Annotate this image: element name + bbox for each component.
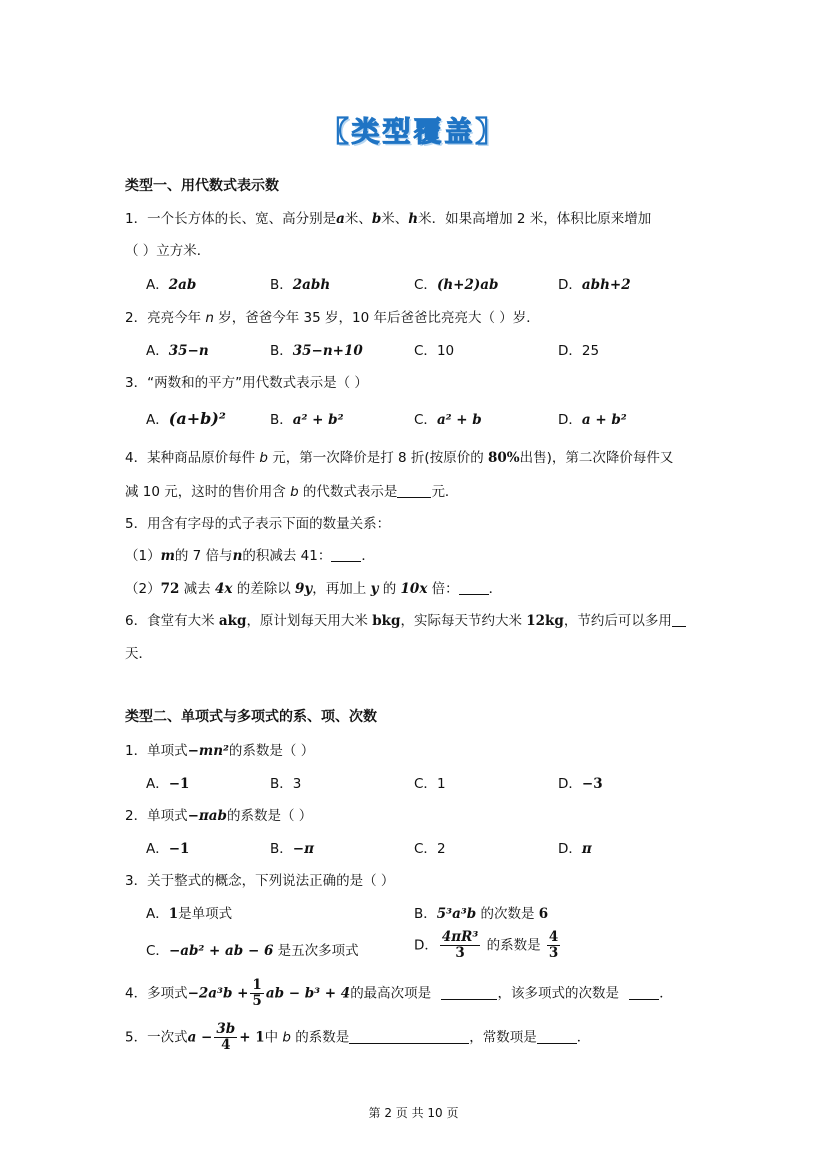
option-a: A．−1: [146, 776, 190, 792]
option-c: C．1: [414, 776, 446, 792]
option-d: D． $\frac{\text{4πR³}}{3}$ 的系数是 $\frac{4}{3}$: [414, 929, 559, 961]
question-1-2: 2．亮亮今年 n 岁，爸爸今年 35 岁，10 年后爸爸比亮亮大（ ）岁．: [125, 310, 540, 326]
option-d: D．a + b²: [558, 412, 627, 428]
question-2-4: 4．多项式−2a³b + $\frac{1}{5}$ ab − b³ + 4的最高次项是 ，该多项式的次数是 ．: [125, 977, 673, 1009]
question-1-6-cont: 天．: [125, 646, 152, 662]
option-a: A．1是单项式: [146, 906, 233, 922]
answer-blank[interactable]: [459, 581, 489, 595]
option-b: B．35−n+10: [270, 343, 363, 359]
option-d: D．−3: [558, 776, 603, 792]
option-d: D．abh+2: [558, 277, 631, 293]
answer-blank[interactable]: [537, 1030, 577, 1044]
question-1-4: 4．某种商品原价每件 b 元，第一次降价是打 8 折(按原价的 80%出售)，第二次降价每件又: [125, 450, 674, 466]
question-1-1: 1．一个长方体的长、宽、高分别是a米、b米、h米．如果高增加 2 米，体积比原来增加: [125, 211, 652, 227]
fraction: $\frac{\text{4πR³}}{3}$: [441, 929, 479, 961]
answer-blank[interactable]: [672, 613, 686, 627]
fraction: $\frac{3b}{4}$: [216, 1021, 236, 1053]
section-heading-1: 类型一、用代数式表示数: [125, 178, 279, 194]
option-a: A．(a+b)²: [146, 409, 226, 428]
question-2-2: 2．单项式−πab的系数是（ ）: [125, 808, 313, 824]
option-a: A．35−n: [146, 343, 209, 359]
question-1-3: 3．“两数和的平方”用代数式表示是（ ）: [125, 375, 368, 391]
option-a: A．−1: [146, 841, 190, 857]
option-d: D．25: [558, 343, 600, 359]
question-1-5: 5．用含有字母的式子表示下面的数量关系：: [125, 516, 391, 532]
option-c: C．−ab² + ab − 6 是五次多项式: [146, 943, 359, 959]
question-1-5-sub-2: （2）72 减去 4x 的差除以 9y，再加上 y 的 10x 倍： ．: [125, 581, 503, 597]
question-2-3: 3．关于整式的概念，下列说法正确的是（ ）: [125, 873, 395, 889]
option-a: A．2ab: [146, 277, 197, 293]
fraction: $\frac{4}{3}$: [548, 929, 559, 961]
option-c: C．a² + b: [414, 412, 482, 428]
option-b: B．3: [270, 776, 302, 792]
fraction: $\frac{1}{5}$: [252, 977, 262, 1009]
option-b: B．a² + b²: [270, 412, 344, 428]
option-b: B．−π: [270, 841, 314, 857]
option-b: B．5³a³b 的次数是 6: [414, 906, 549, 922]
option-b: B．2abh: [270, 277, 331, 293]
section-heading-2: 类型二、单项式与多项式的系、项、次数: [125, 709, 377, 725]
page-title: 【类型覆盖】: [320, 115, 507, 148]
answer-blank[interactable]: [441, 986, 497, 1000]
question-1-4-cont: 减 10 元，这时的售价用含 b 的代数式表示是 元．: [125, 484, 459, 500]
answer-blank[interactable]: [331, 548, 361, 562]
question-1-6: 6．食堂有大米 akg，原计划每天用大米 bkg，实际每天节约大米 12kg，节约后可以多用: [125, 609, 686, 629]
question-2-5: 5．一次式a − $\frac{3b}{4}$ + 1中 b 的系数是 ，常数项是 ．: [125, 1021, 591, 1053]
question-2-1: 1．单项式−mn²的系数是（ ）: [125, 743, 315, 759]
option-c: C．10: [414, 343, 455, 359]
answer-blank[interactable]: [397, 484, 431, 498]
question-1-5-sub-1: （1）m的 7 倍与n的积减去 41： ．: [125, 548, 375, 564]
answer-blank[interactable]: [629, 986, 659, 1000]
option-c: C．(h+2)ab: [414, 277, 499, 293]
answer-blank[interactable]: [349, 1030, 469, 1044]
page-footer: 第 2 页 共 10 页: [368, 1106, 459, 1120]
option-c: C．2: [414, 841, 446, 857]
option-d: D．π: [558, 841, 592, 857]
question-1-1-cont: （ ）立方米．: [125, 243, 211, 259]
